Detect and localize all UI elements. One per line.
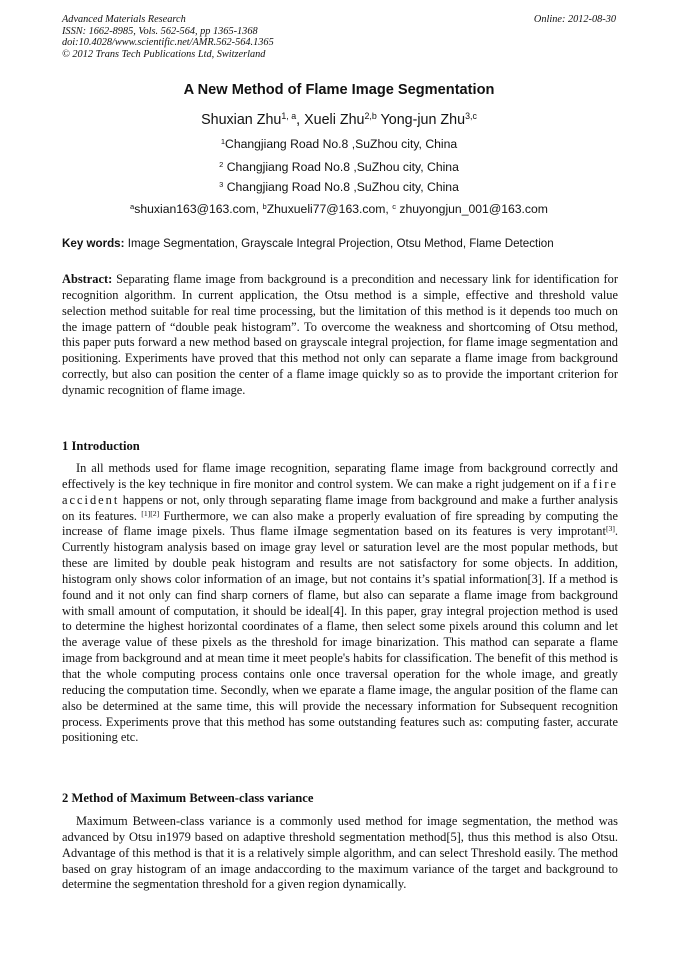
- affiliation-1: [0, 137, 678, 151]
- email-c[interactable]: zhuyongjun_001@163.com: [395, 202, 548, 216]
- section-1-body: [62, 461, 618, 746]
- abstract-label: Abstract:: [62, 272, 113, 286]
- doi-line[interactable]: doi:10.4028/www.scientific.net/AMR.562-564.1365: [62, 37, 274, 49]
- affiliation-2: [0, 160, 678, 174]
- email-b[interactable]: Zhuxueli77@163.com,: [266, 202, 393, 216]
- keywords: [62, 237, 618, 250]
- affiliation-2-text: Changjiang Road No.8 ,SuZhou city, China: [223, 160, 459, 174]
- affiliation-3-text: Changjiang Road No.8 ,SuZhou city, China: [223, 180, 459, 194]
- section-1-title: 1 Introduction: [62, 439, 140, 453]
- affiliation-1-text: Changjiang Road No.8 ,SuZhou city, China: [225, 137, 458, 151]
- section-1-fire-accident: fire accident: [62, 476, 618, 507]
- section-1-text-4: . Currently histogram analysis based on image gray level or saturation level are the most popular methods, but these are limited by double peak histogram and results are not satisfactory for some objects. In addition, histogram only shows color information of an image, but not contains it’s spatial information[3]. If a method is found and it not only can find sharp corners of flame, but also can separate a flame image from background with small amount of computation, it should be ideal[4]. In this paper, gray integral projection method is used to determine the highest horizontal coordinates of a flame, then select some pixels around this column and let the average value of these pixels as the threshold for image binarization. This mathod can separate a flame image from background and at mean time it meet people's habits for classification. The benefit of this method is that the whole computing process contains onle once traversal operation for the whole image, and greatly reducing the computation time. Secondly, when we eparate a flame image, the angular position of the flame can also be determined at the same time, this will provide the necessary information for Subsequent recognition process. Experiments prove that this method has some outstanding features such as: computing faster, accurate positioning etc.: [62, 524, 618, 745]
- email-b-sup: b: [262, 201, 267, 211]
- copyright-line: © 2012 Trans Tech Publications Ltd, Switzerland: [62, 48, 266, 60]
- affiliation-3: [0, 180, 678, 194]
- affiliation-1-sup: 1: [220, 136, 226, 146]
- author-2-sup: 2,b: [364, 111, 377, 122]
- affiliation-2-sup: 2: [219, 159, 224, 169]
- section-2-title: 2 Method of Maximum Between-class variance: [62, 791, 314, 805]
- abstract-text: Separating flame image from background is a precondition and necessary link for identification for recognition algorithm. In current application, the Otsu method is a simple, effective and threshold value selection method suitable for real time processing, but the limitation of this method is it depends too much on the image pattern of “double peak histogram”. To overcome the weakness and shortcoming of Otsu method, this paper puts forward a new method based on grayscale integral projection, for flame image segmentation and positioning. Experiments have proved that this method not only can separate a flame image from background correctly, but also can position the center of a flame image quickly so as to provide the important criterion for dynamic recognition of flame image.: [62, 272, 618, 397]
- journal-header: [62, 14, 274, 60]
- section-1-text-2: happens or not, only through separating flame image from background and make a further analysis on its features.: [62, 492, 618, 523]
- online-date: Online: 2012-08-30: [533, 14, 616, 25]
- email-a-sup: a: [130, 201, 135, 211]
- citation-1-2[interactable]: [1][2]: [141, 508, 160, 518]
- email-c-sup: c: [392, 201, 396, 211]
- author-3-sup: 3,c: [465, 111, 477, 122]
- author-separator: ,: [296, 112, 305, 128]
- email-line: [0, 202, 678, 216]
- keywords-label: Key words:: [62, 237, 125, 250]
- author-list: [0, 112, 678, 128]
- issn-line: ISSN: 1662-8985, Vols. 562-564, pp 1365-1368: [62, 25, 258, 37]
- author-1: Shuxian Zhu: [201, 112, 282, 128]
- section-1-text-3: Furthermore, we can also make a properly evaluation of fire spreading by computing the increase of flame image pixels. Thus flame iImage segmentation based on its features is very improtant: [62, 508, 618, 539]
- section-2-body: Maximum Between-class variance is a commonly used method for image segmentation, the method was advanced by Otsu in1979 based on adaptive threshold segmentation method[5], thus this method is also Otsu. Advantage of this method is that it is a relatively simple algorithm, and can select Threshold easily. The method based on gray histogram of an image andaccording to the maximum variance of the target and background to determine the segmentation threshold for a given region dynamically.: [62, 814, 618, 892]
- email-a[interactable]: shuxian163@163.com,: [134, 202, 263, 216]
- author-3: Yong-jun Zhu: [376, 112, 466, 128]
- abstract: [62, 272, 618, 399]
- keywords-text: Image Segmentation, Grayscale Integral Projection, Otsu Method, Flame Detection: [124, 237, 554, 250]
- author-2: Xueli Zhu: [304, 112, 365, 128]
- citation-3[interactable]: [3]: [605, 524, 615, 534]
- paper-title: A New Method of Flame Image Segmentation: [183, 82, 495, 98]
- section-1-text-1: In all methods used for flame image recognition, separating flame image from background correctly and effectively is the key technique in fire monitor and control system. We can make a right judgement on if a: [62, 461, 618, 491]
- author-1-sup: 1, a: [281, 111, 297, 122]
- affiliation-3-sup: 3: [219, 179, 224, 189]
- journal-name: Advanced Materials Research: [62, 14, 186, 25]
